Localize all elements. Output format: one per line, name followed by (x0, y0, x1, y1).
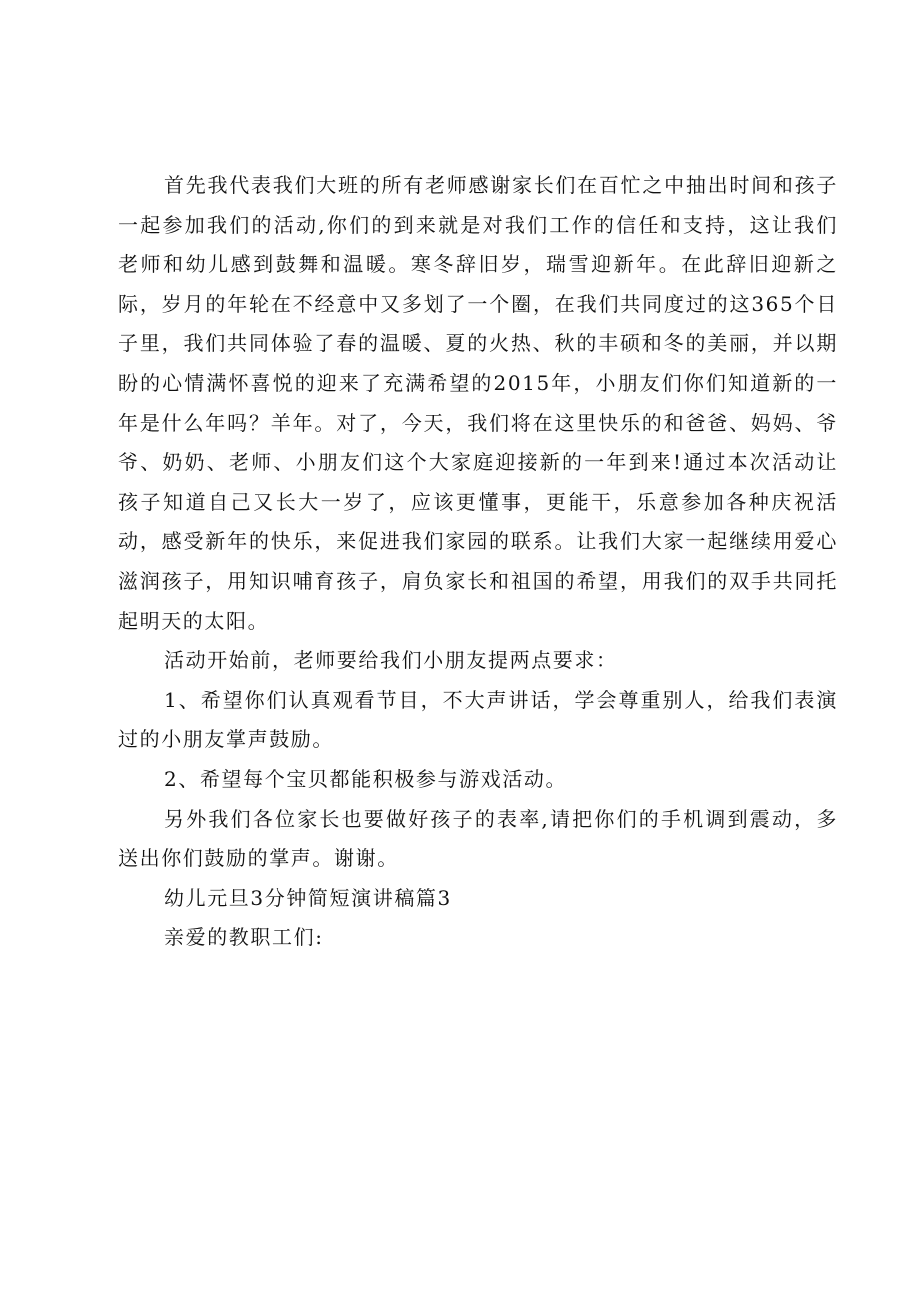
section-heading (118, 879, 838, 919)
paragraph-requirement-2 (118, 760, 838, 800)
paragraph-requirements-intro (118, 641, 838, 681)
paragraph-salutation (118, 918, 838, 958)
paragraph-opening-speech (118, 166, 838, 641)
document-body (118, 166, 838, 958)
heading-text: 幼儿元旦3分钟简短演讲稿篇3 (164, 885, 452, 910)
paragraph-text: 首先我代表我们大班的所有老师感谢家长们在百忙之中抽出时间和孩子一起参加我们的活动,你们的到来就是对我们工作的信任和支持，这让我们老师和幼儿感到鼓舞和温暖。寒冬辞旧岁，瑞雪迎新年。在此辞旧迎新之际，岁月的年轮在不经意中又多划了一个圈，在我们共同度过的这365个日子里，我们共同体验了春的温暖、夏的火热、秋的丰硕和冬的美丽，并以期盼的心情满怀喜悦的迎来了充满希望的2015年，小朋友们你们知道新的一年是什么年吗？羊年。对了，今天，我们将在这里快乐的和爸爸、妈妈、爷爷、奶奶、老师、小朋友们这个大家庭迎接新的一年到来!通过本次活动让孩子知道自己又长大一岁了，应该更懂事，更能干，乐意参加各种庆祝活动，感受新年的快乐，来促进我们家园的联系。让我们大家一起继续用爱心滋润孩子，用知识哺育孩子，肩负家长和祖国的希望，用我们的双手共同托起明天的太阳。 (118, 173, 838, 633)
paragraph-text: 亲爱的教职工们: (164, 925, 324, 950)
paragraph-text: 2、希望每个宝贝都能积极参与游戏活动。 (164, 766, 568, 791)
paragraph-requirement-1 (118, 681, 838, 760)
paragraph-text: 活动开始前，老师要给我们小朋友提两点要求： (164, 648, 618, 673)
paragraph-text: 1、希望你们认真观看节目，不大声讲话，学会尊重别人，给我们表演过的小朋友掌声鼓励。 (118, 687, 838, 752)
paragraph-parents-note (118, 800, 838, 879)
paragraph-text: 另外我们各位家长也要做好孩子的表率,请把你们的手机调到震动，多送出你们鼓励的掌声。谢谢。 (118, 806, 838, 871)
